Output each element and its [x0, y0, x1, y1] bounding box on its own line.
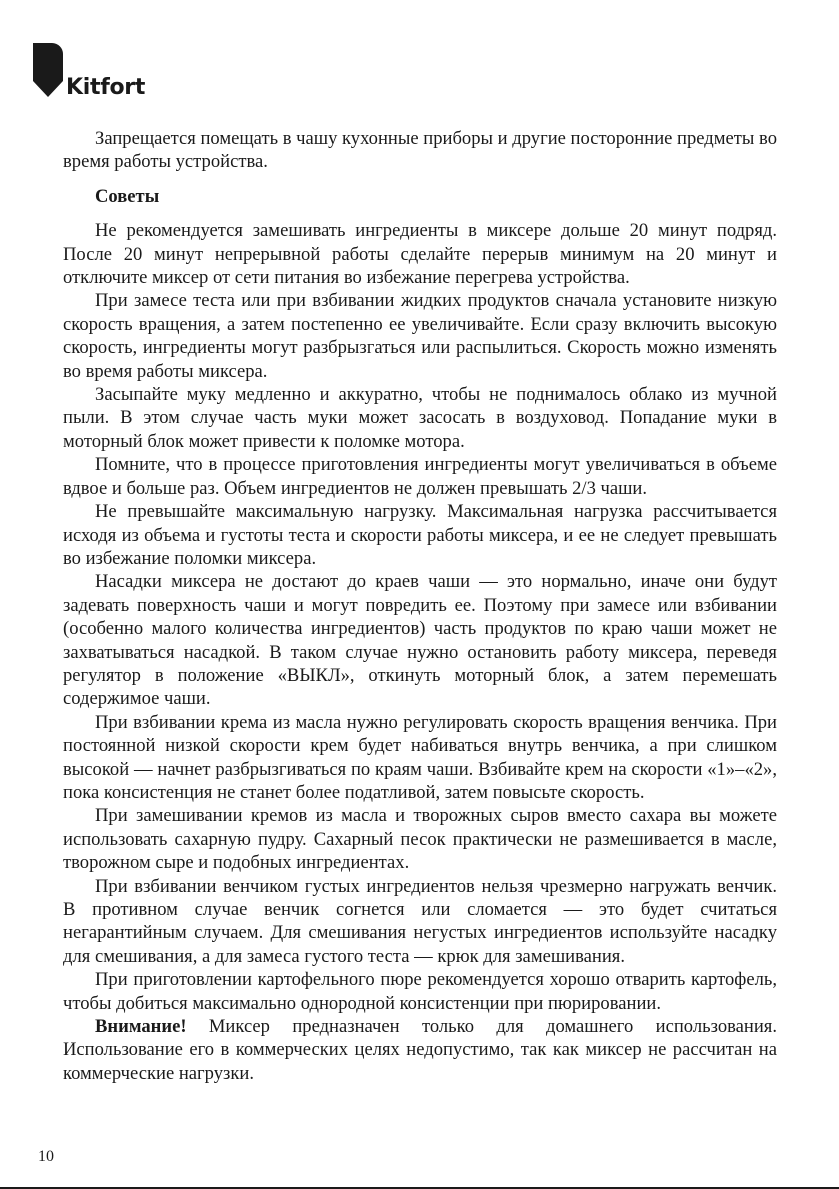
paragraph: Засыпайте муку медленно и аккуратно, чтобы не поднималось облако из мучной пыли. В этом случае часть муки может засосать в воздуховод. Попадание муки в моторный блок может привести к поломке мотора.	[63, 384, 777, 452]
paragraph: При взбивании крема из масла нужно регулировать скорость вращения венчика. При постоянной низкой скорости крем будет набиваться внутрь венчика, а при слишком высокой — начнет разбрызгиваться по краям чаши. Взбивайте крем на скорости «1»–«2», пока консистенция не станет более податливой, затем повысьте скорость.	[63, 711, 777, 803]
paragraph: При приготовлении картофельного пюре рекомендуется хорошо отварить картофель, чтобы добиться максимально однородной консистенции при пюрировании.	[63, 969, 777, 1014]
intro-paragraph: Запрещается помещать в чашу кухонные приборы и другие посторонние предметы во время работы устройства.	[63, 128, 777, 173]
warning-paragraph	[63, 1015, 777, 1085]
brand-logo	[33, 43, 146, 100]
page-number: 10	[38, 1148, 54, 1165]
section-heading: Советы	[95, 185, 160, 207]
paragraph: Помните, что в процессе приготовления ингредиенты могут увеличиваться в объеме вдвое и больше раз. Объем ингредиентов не должен превышать 2/3 чаши.	[63, 454, 777, 499]
kitfort-logo-icon	[33, 43, 63, 97]
paragraph: Насадки миксера не достают до краев чаши — это нормально, иначе они будут задевать поверхность чаши и могут повредить ее. Поэтому при замесе или взбивании (особенно малого количества ингредиентов) часть продуктов по краю чаши может не захватываться насадкой. В таком случае нужно остановить работу миксера, переведя регулятор в положение «ВЫКЛ», откинуть моторный блок, а затем перемешать содержимое чаши.	[63, 571, 777, 710]
warning-label: Внимание!	[95, 1016, 187, 1038]
paragraph: Не рекомендуется замешивать ингредиенты в миксере дольше 20 минут подряд. После 20 минут непрерывной работы сделайте перерыв минимум на 20 минут и отключите миксер от сети питания во избежание перегрева устройства.	[63, 220, 777, 289]
brand-name: Kitfort	[66, 75, 146, 100]
paragraph: При взбивании венчиком густых ингредиентов нельзя чрезмерно нагружать венчик. В противном случае венчик согнется или сломается — это будет считаться негарантийным случаем. Для смешивания негустых ингредиентов используйте насадку для смешивания, а для замеса густого теста — крюк для замешивания.	[63, 875, 777, 967]
paragraph: При замесе теста или при взбивании жидких продуктов сначала установите низкую скорость вращения, а затем постепенно ее увеличивайте. Если сразу включить высокую скорость, ингредиенты могут разбрызгаться или распылиться. Скорость можно изменять во время работы миксера.	[63, 290, 777, 382]
document-body	[63, 127, 777, 1085]
warning-text: Миксер предназначен только для домашнего использования. Использование его в коммерческих целях недопустимо, так как миксер не рассчитан на коммерческие нагрузки.	[63, 1016, 777, 1084]
paragraph: Не превышайте максимальную нагрузку. Максимальная нагрузка рассчитывается исходя из объема и густоты теста и скорости работы миксера, и ее не следует превышать во избежание поломки миксера.	[63, 501, 777, 569]
paragraph: При замешивании кремов из масла и творожных сыров вместо сахара вы можете использовать сахарную пудру. Сахарный песок практически не размешивается в масле, творожном сыре и подобных ингредиентах.	[63, 805, 777, 874]
